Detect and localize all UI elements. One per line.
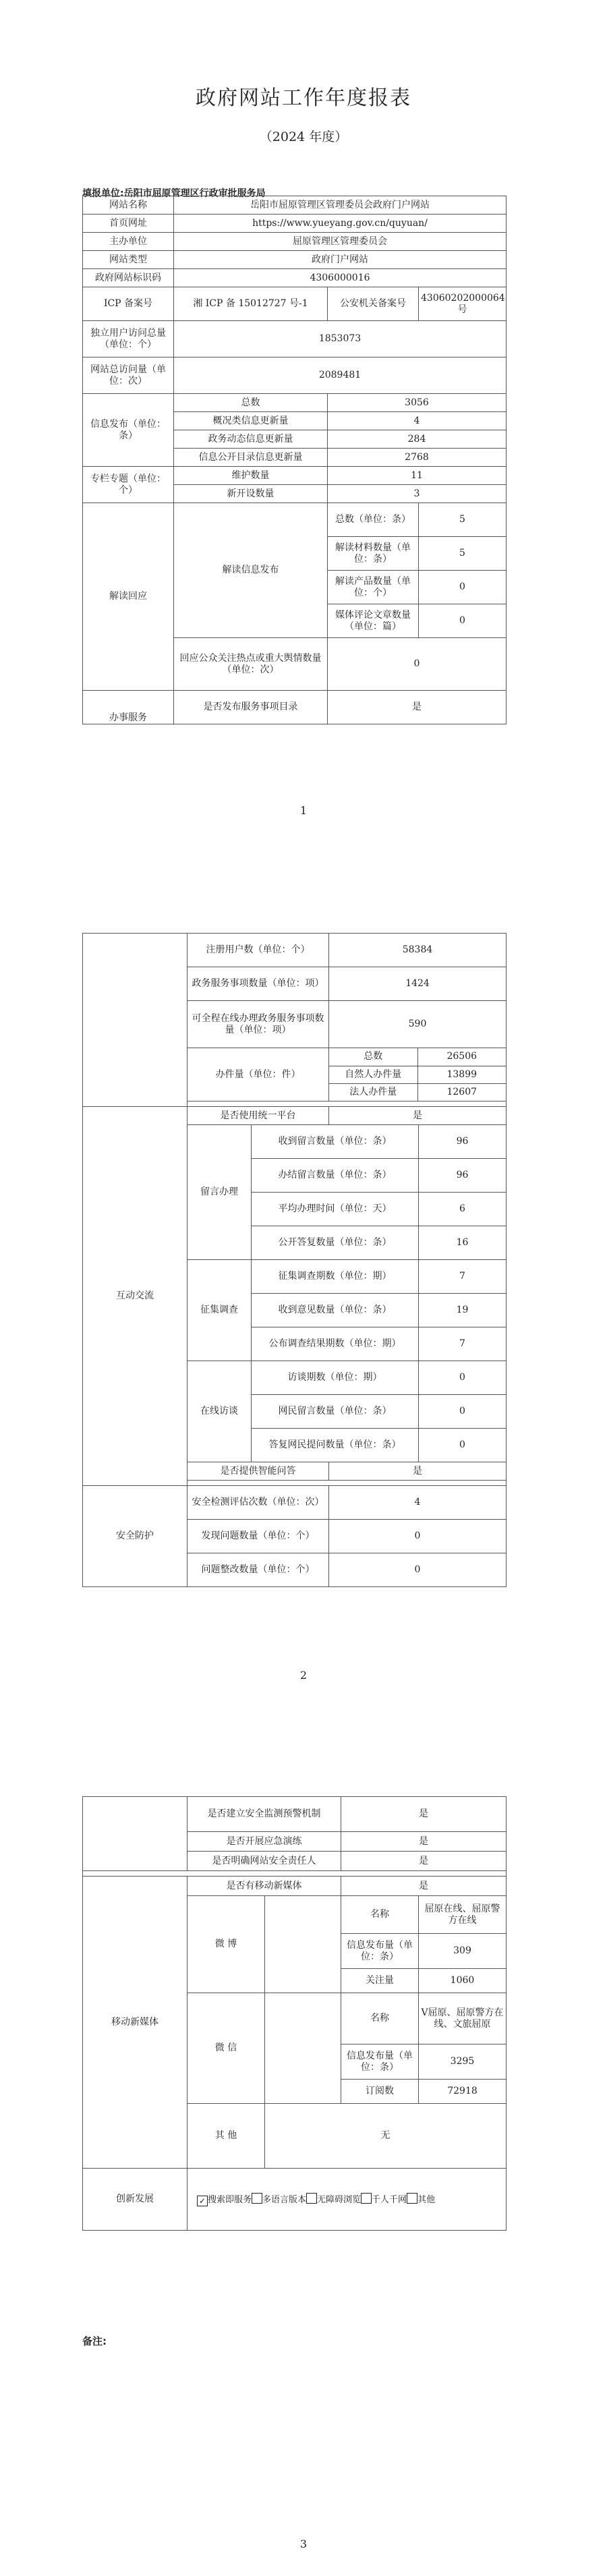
sponsor-label: 主办单位 (83, 233, 174, 251)
pv-value: 2089481 (174, 357, 507, 394)
checkbox-icon[interactable] (306, 2193, 317, 2204)
site-name: 岳阳市屈原管理区管理委员会政府门户网站 (174, 196, 507, 214)
wechat-name-label: 名称 (341, 1993, 419, 2044)
icp-label: ICP 备案号 (83, 287, 174, 321)
interp-total: 5 (419, 503, 507, 537)
other: 无 (265, 2104, 507, 2169)
innov-option-label: 无障碍浏览 (317, 2194, 362, 2205)
info-public-label: 信息公开目录信息更新量 (174, 449, 328, 467)
other-label: 其 他 (187, 2104, 265, 2169)
uv-value: 1853073 (174, 321, 507, 357)
interp-label: 解读回应 (83, 503, 174, 691)
interp-product: 0 (419, 571, 507, 604)
innov-option-label: 搜索即服务 (208, 2194, 252, 2205)
icp-number: 湘 ICP 备 15012727 号-1 (174, 287, 328, 321)
cases-natural: 13899 (417, 1066, 506, 1083)
wechat-subs: 72918 (419, 2080, 507, 2104)
interview-periods: 0 (419, 1361, 507, 1395)
interview-label: 在线访谈 (187, 1361, 252, 1462)
survey-results-label: 公布调查结果期数（单位：期） (252, 1327, 419, 1361)
info-dynamic-label: 政务动态信息更新量 (174, 430, 328, 449)
checkbox-icon[interactable] (252, 2193, 262, 2204)
smart-qa: 是 (329, 1462, 507, 1481)
drill: 是 (341, 1832, 507, 1852)
owner: 是 (341, 1852, 507, 1871)
sec-found: 0 (329, 1520, 507, 1553)
wechat-spacer-3 (265, 2080, 341, 2104)
table-page3 (82, 1796, 507, 2231)
weibo-posts: 309 (419, 1934, 507, 1969)
has-mobile: 是 (341, 1877, 507, 1896)
column-new: 3 (328, 485, 507, 503)
security-label-cont (83, 1797, 187, 1871)
filling-unit: 填报单位:岳阳市屈原管理区行政审批服务局 (82, 188, 266, 199)
page-number-1: 1 (299, 804, 308, 817)
column-new-label: 新开设数量 (174, 485, 328, 503)
service-label: 办事服务 (83, 691, 174, 724)
info-total-label: 总数 (174, 394, 328, 412)
sec-found-label: 发现问题数量（单位：个） (187, 1520, 329, 1553)
msg-avg-label: 平均办理时间（单位：天） (252, 1193, 419, 1226)
site-type: 政府门户网站 (174, 251, 507, 269)
site-name-label: 网站名称 (83, 196, 174, 214)
weibo-spacer-3 (265, 1969, 341, 1993)
interp-material-label: 解读材料数量（单位：条） (328, 537, 419, 571)
info-total: 3056 (328, 394, 507, 412)
unified-label: 是否使用统一平台 (187, 1107, 329, 1125)
online-items: 590 (329, 1001, 507, 1048)
column-label: 专栏专题（单位：个） (83, 467, 174, 503)
msg-recv-label: 收到留言数量（单位：条） (252, 1125, 419, 1159)
innov-option[interactable] (197, 2195, 252, 2205)
has-mobile-label: 是否有移动新媒体 (187, 1877, 341, 1896)
cases-total-label: 总数 (329, 1048, 417, 1066)
drill-label: 是否开展应急演练 (187, 1832, 341, 1852)
wechat-posts-label: 信息发布量（单位：条） (341, 2044, 419, 2080)
security-label: 安全防护 (83, 1486, 187, 1587)
sec-eval-label: 安全检测评估次数（单位：次） (187, 1486, 329, 1520)
innov-label: 创新发展 (83, 2169, 187, 2231)
wechat-label: 微 信 (187, 1993, 265, 2104)
interview-msgs-label: 网民留言数量（单位：条） (252, 1395, 419, 1429)
remark-label: 备注: (82, 2335, 107, 2347)
wechat-posts: 3295 (419, 2044, 507, 2080)
weibo-spacer-2 (265, 1934, 341, 1969)
items: 1424 (329, 967, 507, 1001)
info-overview: 4 (328, 412, 507, 430)
weibo-label: 微 博 (187, 1896, 265, 1993)
sponsor: 屈原管理区管理委员会 (174, 233, 507, 251)
interview-periods-label: 访谈期数（单位：期） (252, 1361, 419, 1395)
table-page1 (82, 196, 507, 724)
checked-checkbox-icon[interactable]: ✓ (197, 2196, 208, 2206)
cases-natural-label: 自然人办件量 (329, 1066, 417, 1083)
wechat-subs-label: 订阅数 (341, 2080, 419, 2104)
page-number-3: 3 (299, 2538, 308, 2550)
survey-opinions-label: 收到意见数量（单位：条） (252, 1294, 419, 1327)
cases-legal-label: 法人办件量 (329, 1083, 417, 1101)
service-catalog: 是 (328, 691, 507, 724)
innov-option[interactable] (306, 2195, 361, 2205)
interp-respond-label: 回应公众关注热点或重大舆情数量（单位：次） (174, 638, 328, 691)
interview-msgs: 0 (419, 1395, 507, 1429)
wechat-spacer (265, 1993, 341, 2044)
weibo-name: 屈原在线、屈原警方在线 (419, 1896, 507, 1934)
interp-product-label: 解读产品数量（单位：个） (328, 571, 419, 604)
msg-avg: 6 (419, 1193, 507, 1226)
innov-option[interactable] (407, 2195, 435, 2205)
weibo-follow-label: 关注量 (341, 1969, 419, 1993)
info-dynamic: 284 (328, 430, 507, 449)
info-label: 信息发布（单位：条） (83, 394, 174, 467)
security-spacer (83, 1871, 507, 1877)
site-type-label: 网站类型 (83, 251, 174, 269)
warn-label: 是否建立安全监测预警机制 (187, 1797, 341, 1832)
interp-media-label: 媒体评论文章数量（单位：篇） (328, 604, 419, 638)
reg-users: 58384 (329, 934, 507, 967)
column-maintain-label: 维护数量 (174, 467, 328, 485)
sec-fixed-label: 问题整改数量（单位：个） (187, 1553, 329, 1587)
innov-option[interactable] (252, 2195, 306, 2205)
unified: 是 (329, 1107, 507, 1125)
smart-qa-label: 是否提供智能问答 (187, 1462, 329, 1481)
report-title: 政府网站工作年度报表 (196, 86, 411, 110)
innov-option[interactable] (361, 2195, 407, 2205)
survey-periods: 7 (419, 1260, 507, 1294)
checkbox-icon[interactable] (407, 2193, 417, 2204)
home-url-label: 首页网址 (83, 214, 174, 233)
service-label-cont (83, 934, 187, 1107)
interp-total-label: 总数（单位：条） (328, 503, 419, 537)
innov-option-label: 其他 (417, 2194, 436, 2205)
info-public: 2768 (328, 449, 507, 467)
checkbox-icon[interactable] (361, 2193, 372, 2204)
table-page2 (82, 933, 507, 1587)
pv-label: 网站总访问量（单位：次） (83, 357, 174, 394)
msg-pub-label: 公开答复数量（单位：条） (252, 1226, 419, 1260)
owner-label: 是否明确网站安全责任人 (187, 1852, 341, 1871)
info-overview-label: 概况类信息更新量 (174, 412, 328, 430)
mobile-label: 移动新媒体 (83, 1877, 187, 2169)
cases-total: 26506 (417, 1048, 506, 1066)
wechat-name: V屈原、屈原警方在线、文旅屈原 (419, 1993, 507, 2044)
survey-periods-label: 征集调查期数（单位：期） (252, 1260, 419, 1294)
site-id-label: 政府网站标识码 (83, 269, 174, 287)
interp-pub-label: 解读信息发布 (174, 503, 328, 638)
items-label: 政务服务事项数量（单位：项） (187, 967, 329, 1001)
column-maintain: 11 (328, 467, 507, 485)
reg-users-label: 注册用户数（单位：个） (187, 934, 329, 967)
police-label: 公安机关备案号 (328, 287, 419, 321)
interp-material: 5 (419, 537, 507, 571)
weibo-name-label: 名称 (341, 1896, 419, 1934)
survey-label: 征集调查 (187, 1260, 252, 1361)
page-number-2: 2 (299, 1669, 308, 1682)
msg-done: 96 (419, 1159, 507, 1193)
cases-label: 办件量（单位：件） (187, 1048, 329, 1101)
wechat-spacer-2 (265, 2044, 341, 2080)
interview-answers: 0 (419, 1429, 507, 1462)
interview-answers-label: 答复网民提问数量（单位：条） (252, 1429, 419, 1462)
survey-opinions: 19 (419, 1294, 507, 1327)
online-items-label: 可全程在线办理政务服务事项数量（单位：项） (187, 1001, 329, 1048)
interp-respond: 0 (328, 638, 507, 691)
service-catalog-label: 是否发布服务事项目录 (174, 691, 328, 724)
innov-option-label: 千人千网 (372, 2194, 407, 2205)
report-year: （2024 年度） (259, 130, 348, 144)
interact-label: 互动交流 (83, 1107, 187, 1486)
survey-results: 7 (419, 1327, 507, 1361)
innov-options (187, 2169, 507, 2231)
msg-recv: 96 (419, 1125, 507, 1159)
sec-eval: 4 (329, 1486, 507, 1520)
home-url: https://www.yueyang.gov.cn/quyuan/ (174, 214, 507, 233)
police-number: 43060202000064 号 (419, 287, 507, 321)
site-id: 4306000016 (174, 269, 507, 287)
uv-label: 独立用户访问总量（单位：个） (83, 321, 174, 357)
cases-subtable (329, 1048, 506, 1101)
interp-media: 0 (419, 604, 507, 638)
weibo-posts-label: 信息发布量（单位：条） (341, 1934, 419, 1969)
msg-label: 留言办理 (187, 1125, 252, 1260)
warn: 是 (341, 1797, 507, 1832)
sec-fixed: 0 (329, 1553, 507, 1587)
interact-spacer (187, 1481, 507, 1486)
innov-option-label: 多语言版本 (262, 2194, 307, 2205)
weibo-follow: 1060 (419, 1969, 507, 1993)
cases-cell (329, 1048, 507, 1101)
msg-pub: 16 (419, 1226, 507, 1260)
cases-legal: 12607 (417, 1083, 506, 1101)
msg-done-label: 办结留言数量（单位：条） (252, 1159, 419, 1193)
weibo-spacer (265, 1896, 341, 1934)
service-spacer (187, 1101, 507, 1107)
